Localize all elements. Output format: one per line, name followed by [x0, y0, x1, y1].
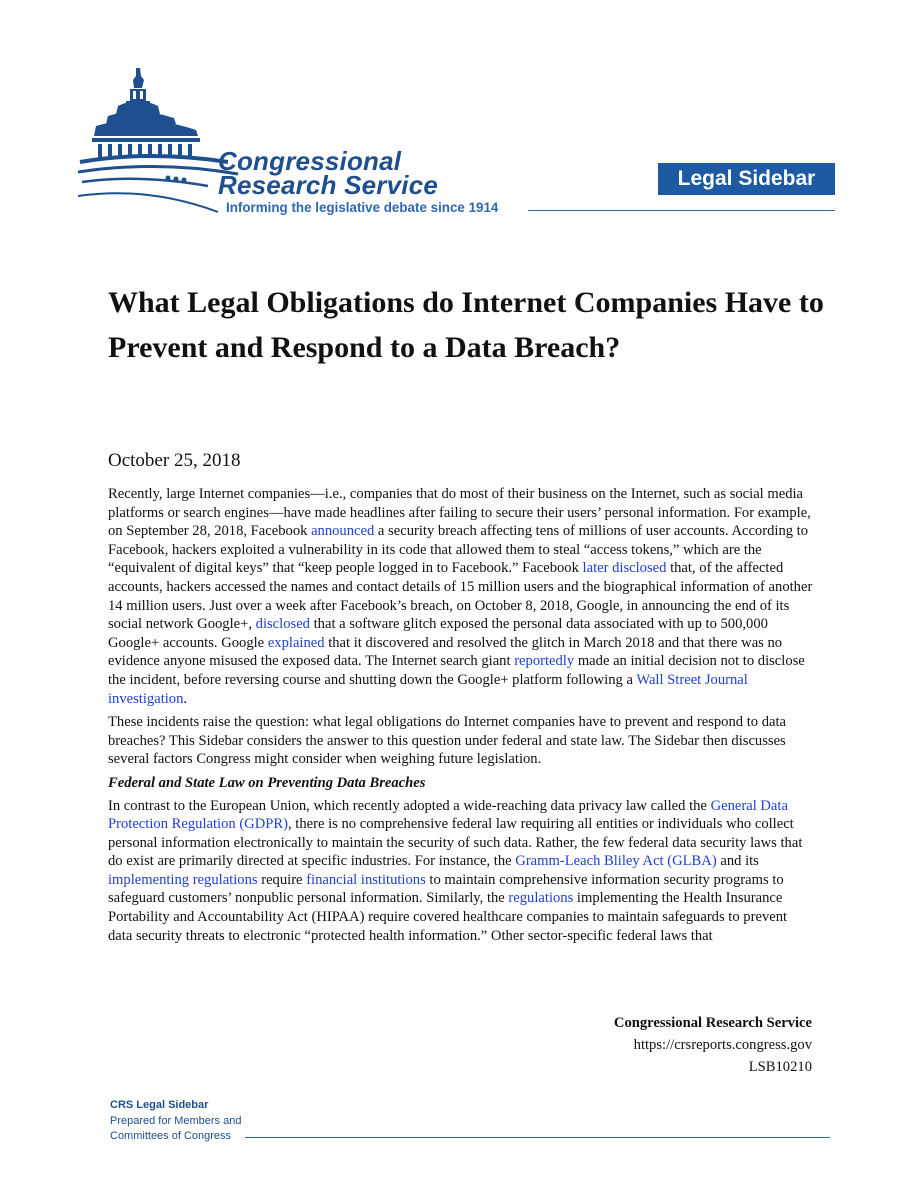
- link-announced[interactable]: announced: [311, 523, 375, 540]
- link-reportedly[interactable]: reportedly: [514, 653, 575, 670]
- section-heading: Federal and State Law on Preventing Data Breaches: [108, 774, 426, 791]
- text-run: require: [257, 871, 307, 888]
- org-name-line2: Research Service: [218, 170, 439, 200]
- text-run: .: [183, 690, 188, 707]
- legal-sidebar-badge: Legal Sidebar: [658, 163, 835, 195]
- text-run: to maintain comprehensive information security programs to safeguard customers’ nonpublic personal information. Similarly, the: [108, 871, 784, 907]
- paragraph-intro: [108, 485, 814, 708]
- text-run: made an initial decision not to disclose the incident, before reversing course and shutting down the Google+ platform following a: [108, 653, 805, 688]
- link-gdpr[interactable]: General Data Protection Regulation (GDPR): [108, 797, 788, 833]
- crs-name: Congressional Research Service: [613, 1015, 812, 1031]
- report-code: LSB10210: [748, 1059, 812, 1075]
- footer-line3: Committees of Congress: [110, 1130, 232, 1142]
- text-run: a security breach affecting tens of millions of user accounts. According to Facebook, hackers exploited a vulnerability in its code that allowed them to steal “access tokens,” which are the “equivalent of digital keys” that “keep people logged in to Facebook.” Facebook: [108, 523, 809, 577]
- footer-line1: CRS Legal Sidebar: [110, 1099, 209, 1111]
- link-disclosed[interactable]: disclosed: [255, 616, 310, 633]
- paragraph-federal-law: [108, 797, 814, 946]
- footer-line2: Prepared for Members and: [110, 1114, 242, 1127]
- org-name-line1: Congressional: [218, 146, 402, 176]
- page-title: What Legal Obligations do Internet Companies Have to Prevent and Respond to a Data Breach?: [108, 286, 824, 364]
- link-implementing-regulations[interactable]: implementing regulations: [108, 871, 258, 888]
- article-body: [108, 485, 814, 950]
- crs-url[interactable]: https://crsreports.congress.gov: [633, 1037, 812, 1053]
- link-glba[interactable]: Gramm-Leach Bliley Act (GLBA): [515, 853, 717, 870]
- text-run: , there is no comprehensive federal law requiring all entities or individuals who collect personal information electronically to maintain the security of such data. Rather, the few federal data security laws that do exist are primarily directed at specific industries. For instance, the: [108, 816, 803, 870]
- link-explained[interactable]: explained: [267, 634, 325, 651]
- link-wsj-investigation[interactable]: Wall Street Journal investigation: [108, 671, 748, 707]
- paragraph-question: These incidents raise the question: what legal obligations do Internet companies have to prevent and respond to data breaches? This Sidebar considers the answer to this question under federal and state law. The Sidebar then discusses several factors Congress might consider when weighing future legislation.: [108, 714, 787, 768]
- text-run: that a software glitch exposed the personal data associated with up to 500,000 Google+ accounts. Google: [108, 616, 768, 651]
- text-run: and its: [716, 853, 759, 870]
- text-run: implementing the Health Insurance Portability and Accountability Act (HIPAA) require covered healthcare companies to maintain safeguards to prevent data security threats to electronic “protected health information.” Other sector-specific federal laws that: [108, 890, 788, 944]
- crs-info-block: [614, 1012, 812, 1078]
- text-run: that, of the affected accounts, hackers accessed the names and contact details of 15 million users and the biographical information of another 14 million users. Just over a week after Facebook’s breach, on October 8, 2018, Google, in announcing the end of its social network Google+,: [108, 560, 813, 633]
- footer-rule: [245, 1137, 830, 1138]
- page-footer: [110, 1098, 241, 1145]
- publication-date: October 25, 2018: [108, 450, 241, 471]
- link-financial-institutions[interactable]: financial institutions: [306, 871, 426, 888]
- tagline-rule: [528, 210, 835, 211]
- link-later-disclosed[interactable]: later disclosed: [582, 560, 667, 577]
- org-tagline: Informing the legislative debate since 1914: [226, 200, 499, 215]
- text-run: In contrast to the European Union, which recently adopted a wide-reaching data privacy law called the: [108, 797, 711, 814]
- link-regulations[interactable]: regulations: [508, 890, 574, 907]
- text-run: that it discovered and resolved the glitch in March 2018 and that there was no evidence anyone misused the exposed data. The Internet search giant: [108, 634, 783, 670]
- text-run: Recently, large Internet companies—i.e., companies that do most of their business on the Internet, such as social media platforms or search engines—have made headlines after failing to secure their users’ personal information. For example, on September 28, 2018, Facebook: [108, 486, 811, 540]
